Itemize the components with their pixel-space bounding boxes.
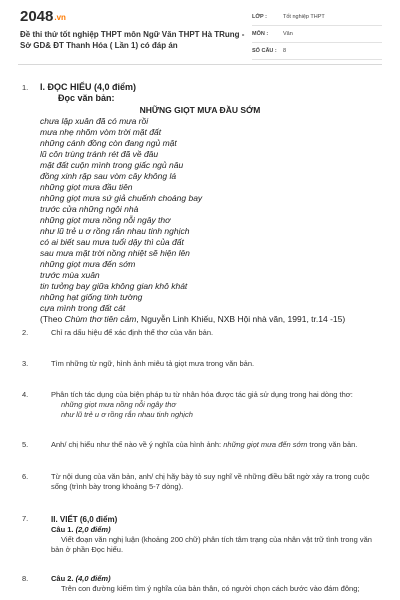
poem-line: như lũ trẻ u ơ rồng rắn nhau tinh nghịch bbox=[40, 226, 190, 236]
question-content bbox=[51, 472, 386, 492]
sub-question-number: Câu 2. bbox=[51, 574, 76, 583]
meta-subject-label: MÔN : bbox=[252, 31, 269, 37]
source-work-title: Chùm thơ tiên cảm bbox=[64, 314, 137, 324]
question-number: 5. bbox=[22, 440, 29, 449]
page-header bbox=[0, 0, 400, 62]
poem-line: những giọt mưa sứ giả chuếnh choáng bay bbox=[40, 193, 203, 203]
poem-line: những giọt mưa nồng nỗi ngây thơ bbox=[40, 215, 171, 225]
poem-line: tin tưởng bay giữa không gian khô khát bbox=[40, 281, 188, 291]
sub-question-points: (4,0 điểm) bbox=[75, 574, 111, 583]
question-number: 2. bbox=[22, 328, 29, 337]
sub-question-points: (2,0 điểm) bbox=[75, 525, 111, 534]
poem-line: đồng xinh rặp sau vòm cây không lá bbox=[40, 171, 177, 181]
poem-line: những giọt mưa đến sớm bbox=[40, 259, 136, 269]
poem-source bbox=[40, 314, 375, 325]
meta-count-row bbox=[252, 46, 382, 60]
question-content bbox=[51, 390, 386, 420]
read-text-label: Đọc văn bản: bbox=[58, 93, 115, 103]
question-text: Viết đoạn văn nghị luận (khoảng 200 chữ) phân tích tâm trạng của nhân vật trữ tình trong văn bản ở phần Đọc hiểu. bbox=[51, 535, 372, 554]
question-number: 8. bbox=[22, 574, 29, 583]
header-divider bbox=[18, 64, 382, 65]
question-text bbox=[51, 440, 386, 450]
question-number: 7. bbox=[22, 514, 29, 523]
poem-title: NHỮNG GIỌT MƯA ĐẦU SỚM bbox=[139, 105, 261, 115]
quoted-image-phrase: những giọt mưa đến sớm bbox=[223, 440, 308, 449]
meta-count-label: SỐ CÂU : bbox=[252, 48, 277, 54]
poem-line: có ai biết sau mưa tuổi dậy thì của đất bbox=[40, 237, 184, 247]
meta-count-value: 8 bbox=[283, 48, 287, 54]
poem-line: sau mưa mặt trời nồng nhiệt sẽ hiện lên bbox=[40, 248, 190, 258]
meta-grade-row bbox=[252, 12, 382, 26]
poem-line: những giọt mưa đầu tiên bbox=[40, 182, 133, 192]
question-text-end: trong văn bản. bbox=[307, 440, 358, 449]
poem-line: trước cửa những ngôi nhà bbox=[40, 204, 139, 214]
question-number: 6. bbox=[22, 472, 29, 481]
poem-line: những hạt giống tinh tường bbox=[40, 292, 143, 302]
sub-question-label bbox=[51, 525, 386, 535]
question-text: Chỉ ra dấu hiệu để xác định thể thơ của văn bản. bbox=[51, 328, 214, 337]
source-details: , Nguyễn Linh Khiếu, NXB Hội nhà văn, 1991, tr.14 -15) bbox=[136, 314, 346, 324]
question-content bbox=[51, 574, 386, 594]
poem-body bbox=[40, 116, 375, 314]
question-text: Phân tích tác dụng của biện pháp tu từ nhân hóa được tác giả sử dụng trong hai dòng thơ: bbox=[51, 390, 353, 399]
poem-line: mặt đất cuộn mình trong giấc ngủ nâu bbox=[40, 160, 184, 170]
meta-grade-label: LỚP : bbox=[252, 14, 267, 20]
question-content bbox=[51, 440, 386, 450]
question-text: Từ nội dung của văn bản, anh/ chị hãy bày tỏ suy nghĩ về những điều bất ngờ xảy ra trong cuộc sống (trình bày trong khoảng 5-7 dòng). bbox=[51, 472, 370, 491]
section-heading-writing: II. VIẾT (6,0 điểm) bbox=[51, 515, 118, 524]
logo-suffix-text: .vn bbox=[54, 13, 66, 22]
question-text: Trên con đường kiếm tìm ý nghĩa của bản thân, có người chọn cách bước vào đám đông; bbox=[61, 584, 360, 593]
source-open: (Theo bbox=[40, 314, 65, 324]
logo-main-text: 2048 bbox=[20, 8, 54, 25]
question-number: 1. bbox=[22, 83, 29, 92]
question-content bbox=[51, 328, 386, 338]
poem-line: mưa nhẹ nhõm vòm trời mặt đất bbox=[40, 127, 162, 137]
quoted-verse-line: như lũ trẻ u ơ rồng rắn nhau tinh nghịch bbox=[61, 410, 193, 419]
question-content bbox=[40, 82, 375, 325]
question-text-start: Anh/ chị hiểu như thế nào về ý nghĩa của hình ảnh: bbox=[51, 440, 224, 449]
exam-title: Đề thi thử tốt nghiệp THPT môn Ngữ Văn THPT Hà TRung - Sở GD& ĐT Thanh Hóa ( Lần 1) có đáp án bbox=[20, 30, 245, 50]
sub-question-number: Câu 1. bbox=[51, 525, 76, 534]
question-number: 4. bbox=[22, 390, 29, 399]
poem-line: những cánh đồng còn đang ngủ mật bbox=[40, 138, 177, 148]
poem-line: chưa lập xuân đã có mưa rồi bbox=[40, 116, 149, 126]
meta-grade-value: Tốt nghiệp THPT bbox=[283, 14, 325, 20]
question-content bbox=[51, 359, 386, 369]
site-logo[interactable] bbox=[20, 8, 66, 25]
question-number: 3. bbox=[22, 359, 29, 368]
sub-question-label bbox=[51, 574, 386, 584]
question-text: Tìm những từ ngữ, hình ảnh miêu tả giọt mưa trong văn bản. bbox=[51, 359, 255, 368]
meta-subject-value: Văn bbox=[283, 31, 293, 37]
question-content bbox=[51, 514, 386, 555]
poem-line: lũ côn trùng tránh rét đã về đâu bbox=[40, 149, 159, 159]
section-heading-reading: I. ĐỌC HIỂU (4,0 điểm) bbox=[40, 82, 137, 92]
exam-meta bbox=[252, 12, 382, 63]
poem-line: trước mùa xuân bbox=[40, 270, 100, 280]
meta-subject-row bbox=[252, 29, 382, 43]
quoted-verse-line: những giọt mưa nồng nỗi ngây thơ bbox=[61, 400, 176, 409]
poem-line: cựa mình trong đất cát bbox=[40, 303, 126, 313]
